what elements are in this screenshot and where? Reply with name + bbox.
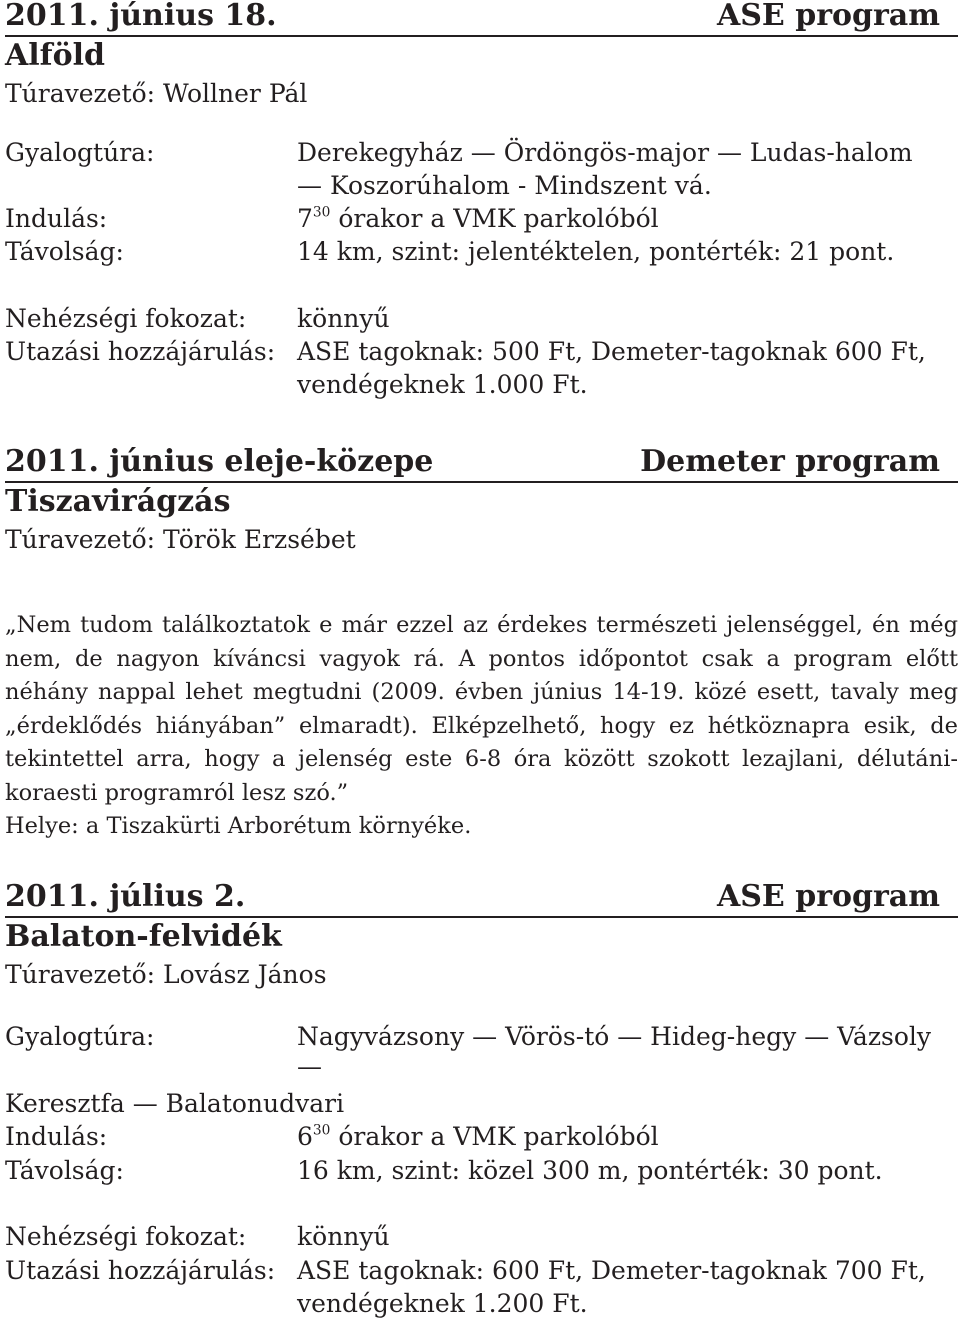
event-date: 2011. június eleje-közepe — [5, 444, 434, 479]
hike-label: Gyalogtúra: — [5, 138, 155, 167]
distance-value: 16 km, szint: közel 300 m, pontérték: 30 pont. — [297, 1156, 883, 1185]
program-type: ASE program — [716, 879, 940, 914]
start-label: Indulás: — [5, 1122, 108, 1151]
hike-label: Gyalogtúra: — [5, 1022, 155, 1051]
event-section — [5, 443, 958, 853]
difficulty-label: Nehézségi fokozat: — [5, 304, 247, 333]
route-line: — Koszorúhalom - Mindszent vá. — [297, 171, 712, 200]
route-line: Derekegyház — Ördöngös-major — Ludas-halom — [297, 138, 913, 167]
fee-line: vendégeknek 1.000 Ft. — [297, 370, 588, 399]
start-label: Indulás: — [5, 204, 108, 233]
fee-line: vendégeknek 1.200 Ft. — [297, 1289, 588, 1318]
difficulty-label: Nehézségi fokozat: — [5, 1222, 247, 1251]
event-region: Tiszavirágzás — [5, 484, 231, 519]
fee-label: Utazási hozzájárulás: — [5, 1256, 276, 1285]
route-line: — — [297, 1052, 322, 1081]
event-region: Balaton-felvidék — [5, 919, 282, 954]
tour-guide: Túravezető: Török Erzsébet — [5, 525, 356, 554]
distance-label: Távolság: — [5, 237, 124, 266]
event-section — [5, 878, 958, 1324]
event-region: Alföld — [5, 38, 105, 73]
event-section — [5, 0, 958, 417]
event-header — [5, 0, 958, 37]
program-type: ASE program — [716, 0, 940, 33]
fee-line: ASE tagoknak: 500 Ft, Demeter-tagoknak 600 Ft, — [297, 337, 926, 366]
program-type: Demeter program — [640, 444, 940, 479]
event-header — [5, 878, 958, 918]
distance-label: Távolság: — [5, 1156, 124, 1185]
event-date: 2011. június 18. — [5, 0, 277, 33]
route-line: Nagyvázsony — Vörös-tó — Hideg-hegy — Vázsoly — [297, 1022, 931, 1051]
route-line: Keresztfa — Balatonudvari — [5, 1089, 345, 1118]
fee-line: ASE tagoknak: 600 Ft, Demeter-tagoknak 700 Ft, — [297, 1256, 926, 1285]
event-description — [5, 609, 958, 844]
start-time: $7^{30}$ órakor a VMK parkolóból — [297, 204, 659, 233]
start-time: $6^{30}$ órakor a VMK parkolóból — [297, 1122, 659, 1151]
event-date: 2011. július 2. — [5, 879, 246, 914]
distance-value: 14 km, szint: jelentéktelen, pontérték: 21 pont. — [297, 237, 895, 266]
fee-label: Utazási hozzájárulás: — [5, 337, 276, 366]
tour-guide: Túravezető: Lovász János — [5, 960, 327, 989]
difficulty-value: könnyű — [297, 304, 390, 333]
difficulty-value: könnyű — [297, 1222, 390, 1251]
event-location: Helye: a Tiszakürti Arborétum környéke. — [5, 813, 472, 839]
event-header — [5, 443, 958, 483]
description-text: „Nem tudom találkoztatok e már ezzel az érdekes természeti jelenséggel, én még nem, de nagyon kíváncsi vagyok rá. A pontos időpontot csak a program előtt néhány nappal lehet megtudni (2009. évben június 14-19. közé esett, tavaly meg „érdeklődés hiányában” elmaradt). Elképzelhető, hogy ez hétköznapra esik, de tekintettel arra, hogy a jelenség este 6-8 óra között szokott lezajlani, délutáni-koraesti programról lesz szó.” — [5, 612, 958, 806]
tour-guide: Túravezető: Wollner Pál — [5, 79, 308, 108]
